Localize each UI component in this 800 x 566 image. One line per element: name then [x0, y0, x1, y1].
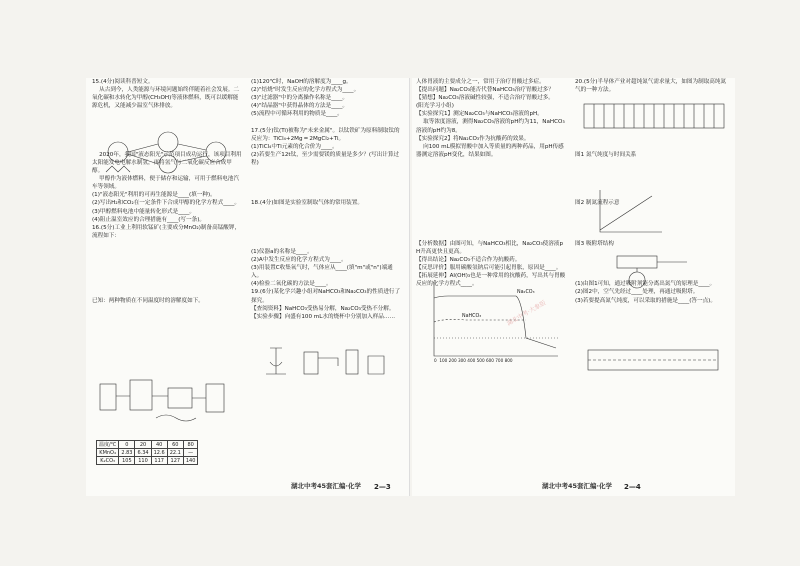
- right-page-column-2: 20.(5分)半导体产业对超纯氮气需求量大，如图为制取高纯氮气的一种方法。 图1 氮气纯度与时间关系 图2 制氮流程示意 图3 吸附塔结构 (1)由图1可知，通过吸附剂能分离出氮气的原理是____。 (2)图2中，空气先经过____处理，再通过吸附塔。 (3)若要提高氮气纯度，可以采取的措施是____(答一点)。: [575, 79, 727, 304]
- table-header-cell: 40: [151, 441, 167, 449]
- left-footer: 湖北中考45套汇编·化学: [291, 482, 362, 490]
- right-footer: 湖北中考45套汇编·化学: [542, 482, 613, 490]
- chart-label-na2co3: Na₂CO₃: [517, 290, 535, 295]
- left-page: [86, 78, 409, 496]
- process-flow-diagram: [96, 374, 241, 429]
- table-cell: 110: [135, 457, 151, 465]
- table-cell: KMnO₄: [97, 449, 119, 457]
- solubility-table: [96, 440, 198, 465]
- chart-x-ticks: 0 100 200 300 400 500 600 700 800: [434, 358, 513, 363]
- table-cell: 117: [151, 457, 167, 465]
- co2-cycle-diagram: [98, 128, 238, 176]
- table-cell: 6.34: [135, 449, 151, 457]
- chart-label-nahco3: NaHCO₃: [462, 314, 482, 319]
- table-row: [97, 457, 198, 465]
- ph-curve-chart: [426, 278, 561, 366]
- watermark-stamp: 湖北中考·大象版: [505, 299, 548, 328]
- table-cell: —: [183, 449, 198, 457]
- table-cell: 105: [119, 457, 135, 465]
- table-header-cell: 20: [135, 441, 151, 449]
- purity-line-chart: [594, 188, 664, 236]
- table-cell: 2.83: [119, 449, 135, 457]
- left-page-column-2: (1)120℃时，NaOH的溶解度为____g。 (2)"焙烧"时发生反应的化学方程式为____。 (3)"过滤器"中的分离操作名称是____。 (4)"结晶器"中获得晶体的方法是____。 (5)流程中可循环利用的物质是____。 17.(5分)钛(Ti)被称为"未来金属"。以钛铁矿为原料制取钛的反应为：TiCl₄+2Mg ═ 2MgCl₂+Ti。 (1)TiCl₄中Ti元素的化合价为____。 (2)若要生产12t钛，至少需要镁的质量是多少？(写出计算过程) 18.(4分)如图是实验室制取气体的常用装置。 (1)仪器a的名称是____。 (2)A中发生反应的化学方程式为____。 (3)用装置C收集氧气时，气体应从____(填"m"或"n")端通入。 (4)检验二氧化碳的方法是____。 19.(6分)某化学兴趣小组对NaHCO₃和Na₂CO₃的性质进行了探究。 【查阅资料】NaHCO₃受热易分解，Na₂CO₃受热不分解。 【实验步骤】向盛有100 mL水的烧杯中分别加入样品……: [251, 79, 401, 320]
- table-row: [97, 449, 198, 457]
- table-header-cell: 温度/℃: [97, 441, 119, 449]
- table-header-cell: 60: [167, 441, 183, 449]
- table-header-cell: 80: [183, 441, 198, 449]
- left-page-number: 2—3: [374, 483, 391, 491]
- purification-device-diagram: [580, 98, 730, 134]
- table-cell: 12.6: [151, 449, 167, 457]
- adsorption-tower-diagram: [582, 340, 727, 380]
- right-page-column-1: 人体胃液的主要成分之一，常用于治疗胃酸过多症。 【提出问题】Na₂CO₃能否代替NaHCO₃治疗胃酸过多？ 【猜想】Na₂CO₃溶液碱性较强，不适合治疗胃酸过多。 (阳光学习小组) 【实验探究1】测定Na₂CO₃与NaHCO₃溶液的pH。 取等浓度溶液，测得Na₂CO₃溶液的pH约为11，NaHCO₃溶液的pH约为8。 【实验探究2】将Na₂CO₃作为抗酸药的效果。 向100 mL模拟胃酸中加入等质量的两种药品，用pH传感器测定溶液pH变化，结果如图。 【分析数据】由图可知，与NaHCO₃相比，Na₂CO₃使溶液pH升高更快且更高。 【得出结论】Na₂CO₃不适合作为抗酸药。 【反思评价】服用碳酸氢钠后可能引起胃胀，原因是____。 【拓展延伸】Al(OH)₃也是一种常用的抗酸药，写出其与胃酸反应的化学方程式____。: [416, 79, 566, 288]
- right-page-number: 2—4: [624, 483, 641, 491]
- table-header-row: [97, 441, 198, 449]
- lab-apparatus-diagram: [256, 336, 396, 378]
- table-header-cell: 0: [119, 441, 135, 449]
- table-cell: 127: [167, 457, 183, 465]
- right-page: [412, 78, 735, 496]
- page-divider: [409, 78, 410, 496]
- table-cell: 22.1: [167, 449, 183, 457]
- table-cell: K₂CO₃: [97, 457, 119, 465]
- table-cell: 140: [183, 457, 198, 465]
- nitrogen-flow-diagram: [587, 250, 717, 292]
- left-page-column-1: 15.(4分)阅读科普短文。 从古到今，人类能源与环境问题始终伴随着社会发展。二氧化碳和水转化为甲醇(CH₃OH)等液体燃料，既可以缓解能源危机，又能减少温室气体排放。 2020年，我国"液态阳光"示范项目成功运行，该项目利用太阳能发电电解水制氢，再将氢气与二氧化碳反应合成甲醇。 甲醇作为液体燃料，便于储存和运输，可用于燃料电池汽车等领域。 (1)"液态阳光"利用的可再生能源是____(填一种)。 (2)写出H₂和CO₂在一定条件下合成甲醇的化学方程式____。 (3)甲醇燃料电池中能量转化形式是____。 (4)阻止温室效应的合理措施有____(写一条)。 16.(5分)工业上利用软锰矿(主要成分MnO₂)制备高锰酸钾，流程如下： 已知：两种物质在不同温度时的溶解度如下。: [92, 79, 242, 304]
